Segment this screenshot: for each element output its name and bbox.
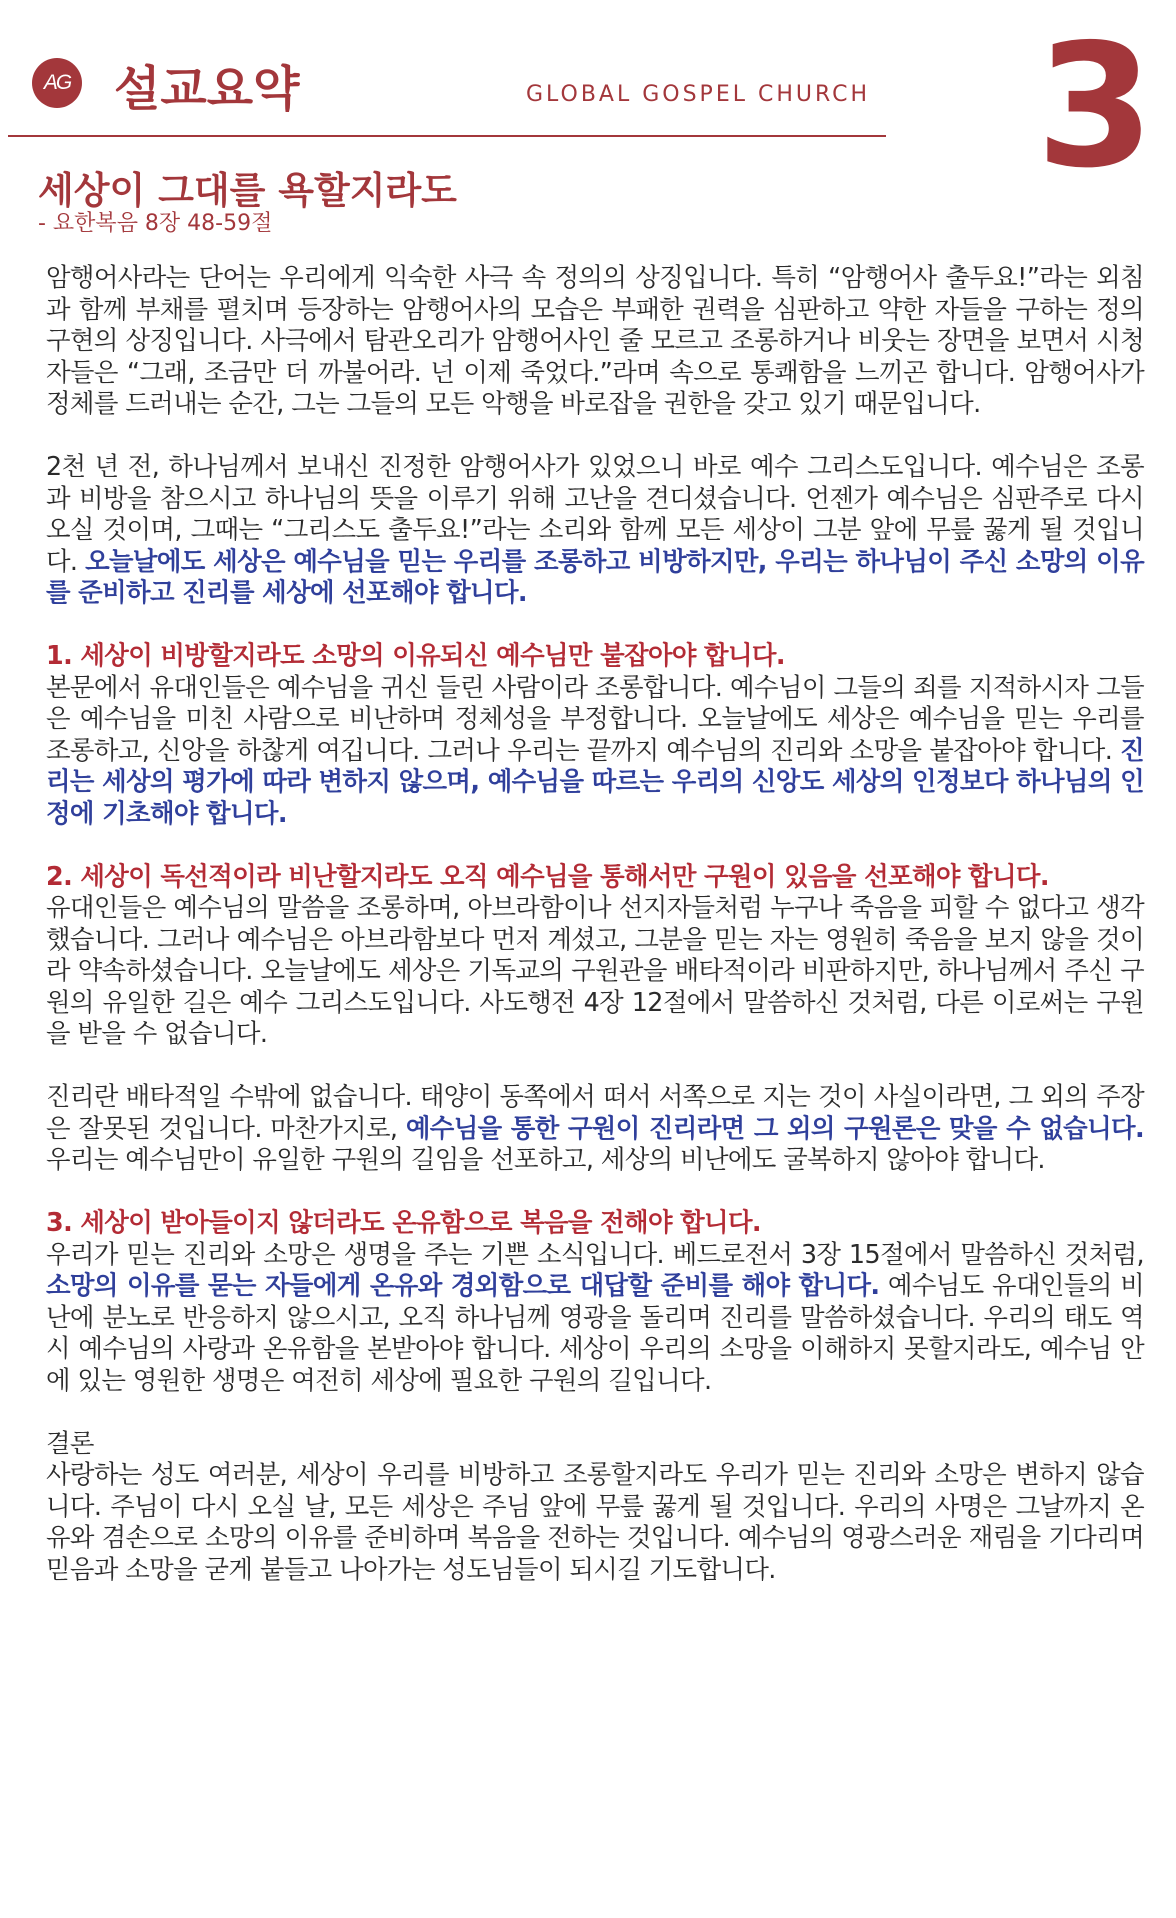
point-2-paragraph: 유대인들은 예수님의 말씀을 조롱하며, 아브라함이나 선지자들처럼 누구나 죽음을 피할 수 없다고 생각했습니다. 그러나 예수님은 아브라함보다 먼저 계셨고, 그분을 믿는 자는 영원히 죽음을 보지 않을 것이라 약속하셨습니다. 오늘날에도 세상은 기독교의 구원관을 배타적이라 비판하지만, 하나님께서 주신 구원의 유일한 길은 예수 그리스도입니다. 사도행전 4장 12절에서 말씀하신 것처럼, 다른 이로써는 구원을 받을 수 없습니다.: [46, 892, 1144, 1048]
point-2-followup-text-end: 우리는 예수님만이 유일한 구원의 길임을 선포하고, 세상의 비난에도 굴복하지 않아야 합니다.: [46, 1144, 1045, 1174]
point-3-paragraph: [46, 1239, 1144, 1397]
church-logo: AG: [32, 58, 82, 108]
point-1-heading: 1. 세상이 비방할지라도 소망의 이유되신 예수님만 붙잡아야 합니다.: [46, 640, 785, 670]
thesis-paragraph: [46, 451, 1144, 609]
point-3-text: 우리가 믿는 진리와 소망은 생명을 주는 기쁜 소식입니다. 베드로전서 3장 15절에서 말씀하신 것처럼,: [46, 1238, 1144, 1269]
church-name: GLOBAL GOSPEL CHURCH: [526, 82, 871, 107]
point-2-followup-paragraph: [46, 1081, 1144, 1176]
conclusion-paragraph: 사랑하는 성도 여러분, 세상이 우리를 비방하고 조롱할지라도 우리가 믿는 진리와 소망은 변하지 않습니다. 주님이 다시 오실 날, 모든 세상은 주님 앞에 무릎 꿇게 될 것입니다. 우리의 사명은 그날까지 온유와 겸손으로 소망의 이유를 준비하며 복음을 전하는 것입니다. 예수님의 영광스러운 재림을 기다리며 믿음과 소망을 굳게 붙들고 나아가는 성도님들이 되시길 기도합니다.: [46, 1459, 1144, 1584]
thesis-text: 2천 년 전, 하나님께서 보내신 진정한 암행어사가 있었으니 바로 예수 그리스도입니다. 예수님은 조롱과 비방을 참으시고 하나님의 뜻을 이루기 위해 고난을 견디셨습니다. 언젠가 예수님은 심판주로 다시 오실 것이며, 그때는 “그리스도 출두요!”라는 소리와 함께 모든 세상이 그분 앞에 무릎 꿇게 될 것입니다.: [46, 451, 1144, 576]
point-1-text: 본문에서 유대인들은 예수님을 귀신 들린 사람이라 조롱합니다. 예수님이 그들의 죄를 지적하시자 그들은 예수님을 미친 사람으로 비난하며 정체성을 부정합니다. 오늘날에도 세상은 예수님을 믿는 우리를 조롱하고, 신앙을 하찮게 여깁니다. 그러나 우리는 끝까지 예수님의 진리와 소망을 붙잡아야 합니다.: [46, 671, 1144, 765]
brand-title: 설교요약: [114, 61, 300, 117]
point-1-paragraph: [46, 672, 1144, 830]
point-3-heading: 3. 세상이 받아들이지 않더라도 온유함으로 복음을 전해야 합니다.: [46, 1207, 761, 1237]
point-1-highlight: 진리는 세상의 평가에 따라 변하지 않으며, 예수님을 따르는 우리의 신앙도 세상의 인정보다 하나님의 인정에 기초해야 합니다.: [46, 734, 1144, 828]
conclusion-label: 결론: [46, 1427, 94, 1458]
header-divider: [8, 135, 886, 137]
scripture-reference: - 요한복음 8장 48-59절: [38, 211, 273, 236]
point-3-highlight: 소망의 이유를 묻는 자들에게 온유와 경외함으로 대답할 준비를 해야 합니다.: [46, 1270, 880, 1300]
sermon-body: [46, 262, 1144, 1585]
intro-paragraph: 암행어사라는 단어는 우리에게 익숙한 사극 속 정의의 상징입니다. 특히 “암행어사 출두요!”라는 외침과 함께 부채를 펼치며 등장하는 암행어사의 모습은 부패한 권력을 심판하고 약한 자들을 구하는 정의구현의 상징입니다. 사극에서 탐관오리가 암행어사인 줄 모르고 조롱하거나 비웃는 장면을 보면서 시청자들은 “그래, 조금만 더 까불어라. 넌 이제 죽었다.”라며 속으로 통쾌함을 느끼곤 합니다. 암행어사가 정체를 드러내는 순간, 그는 그들의 모든 악행을 바로잡을 권한을 갖고 있기 때문입니다.: [46, 262, 1144, 418]
sermon-title: 세상이 그대를 욕할지라도: [38, 169, 457, 212]
issue-number: 3: [1036, 8, 1155, 206]
point-2-highlight: 예수님을 통한 구원이 진리라면 그 외의 구원론은 맞을 수 없습니다.: [405, 1112, 1144, 1143]
point-2-heading: 2. 세상이 독선적이라 비난할지라도 오직 예수님을 통해서만 구원이 있음을 선포해야 합니다.: [46, 860, 1049, 891]
point-2-followup-text: 진리란 배타적일 수밖에 없습니다. 태양이 동쪽에서 떠서 서쪽으로 지는 것이 사실이라면, 그 외의 주장은 잘못된 것입니다. 마찬가지로,: [46, 1081, 1144, 1143]
thesis-highlight: 오늘날에도 세상은 예수님을 믿는 우리를 조롱하고 비방하지만, 우리는 하나님이 주신 소망의 이유를 준비하고 진리를 세상에 선포해야 합니다.: [46, 545, 1145, 607]
point-3-text-end: 예수님도 유대인들의 비난에 분노로 반응하지 않으시고, 오직 하나님께 영광을 돌리며 진리를 말씀하셨습니다. 우리의 태도 역시 예수님의 사랑과 온유함을 본받아야 합니다. 세상이 우리의 소망을 이해하지 못할지라도, 예수님 안에 있는 영원한 생명은 여전히 세상에 필요한 구원의 길입니다.: [46, 1270, 1145, 1395]
